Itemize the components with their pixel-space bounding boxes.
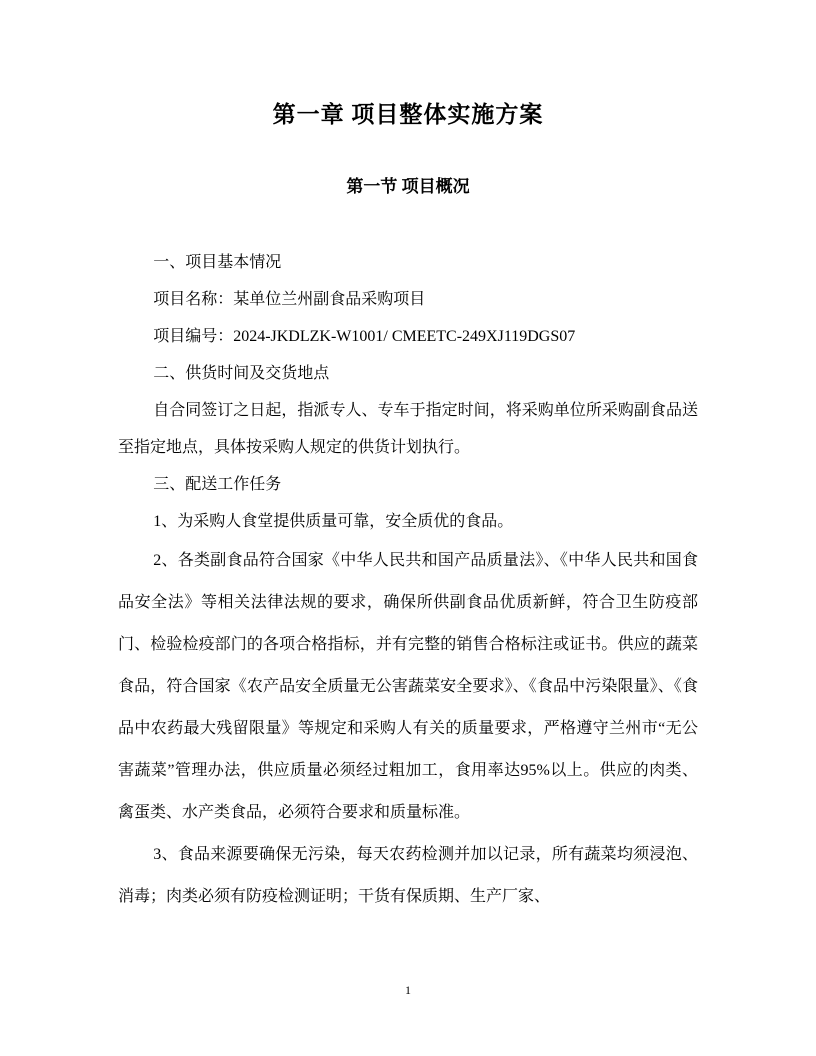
paragraph-delivery-detail: 自合同签订之日起，指派专人、专车于指定时间，将采购单位所采购副食品送至指定地点，具体按采购人规定的供货计划执行。 xyxy=(118,401,698,456)
paragraph-task-1: 1、为采购人食堂提供质量可靠，安全质优的食品。 xyxy=(153,512,514,530)
section-title: 第一节 项目概况 xyxy=(346,176,470,196)
paragraph-delivery-heading: 二、供货时间及交货地点 xyxy=(153,364,330,382)
paragraph-project-number: 项目编号：2024-JKDLZK-W1001/ CMEETC-249XJ119DGS07 xyxy=(153,327,576,345)
page-number: 1 xyxy=(405,983,411,997)
paragraph-task-3: 3、食品来源要确保无污染，每天农药检测并加以记录，所有蔬菜均须浸泡、消毒；肉类必须有防疫检测证明；干货有保质期、生产厂家、 xyxy=(118,845,698,905)
paragraph-basic-info-heading: 一、项目基本情况 xyxy=(153,253,282,271)
paragraph-project-name: 项目名称：某单位兰州副食品采购项目 xyxy=(153,290,426,308)
chapter-title: 第一章 项目整体实施方案 xyxy=(272,102,544,127)
paragraph-task-2: 2、各类副食品符合国家《中华人民共和国产品质量法》、《中华人民共和国食品安全法》等相关法律法规的要求，确保所供副食品优质新鲜，符合卫生防疫部门、检验检疫部门的各项合格指标，并有完整的销售合格标注或证书。供应的蔬菜食品，符合国家《农产品安全质量无公害蔬菜安全要求》、《食品中污染限量》、《食品中农药最大残留限量》等规定和采购人有关的质量要求，严格遵守兰州市“无公害蔬菜”管理办法，供应质量必须经过粗加工，食用率达95%以上。供应的肉类、禽蛋类、水产类食品，必须符合要求和质量标准。 xyxy=(118,551,698,821)
paragraph-tasks-heading: 三、配送工作任务 xyxy=(153,475,282,493)
